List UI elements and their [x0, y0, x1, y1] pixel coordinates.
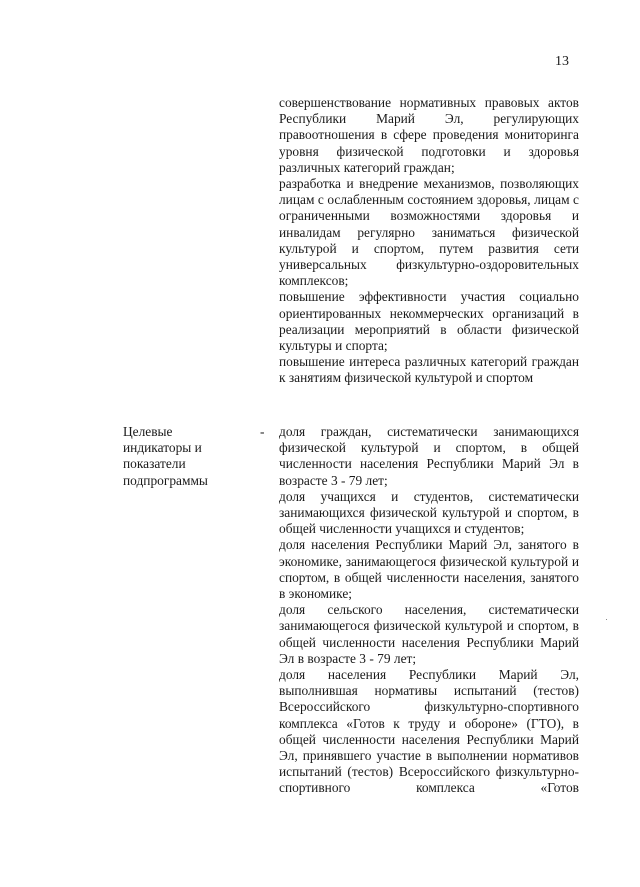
task-item: повышение эффективности участия социально ориентированных некоммерческих организаций в реализации мероприятий в области физической культуры и спорта; [279, 289, 579, 354]
tasks-list [279, 95, 579, 387]
indicator-item: доля населения Республики Марий Эл, занятого в экономике, занимающегося физической культурой и спортом, в общей численности населения, занятого в экономике; [279, 537, 579, 602]
indicator-item: доля населения Республики Марий Эл, выполнившая нормативы испытаний (тестов) Всероссийского физкультурно-спортивного комплекса «Готов к труду и обороне» (ГТО), в общей численности населения Республики Марий Эл, принявшего участие в выполнении нормативов испытаний (тестов) Всероссийского физкультурно-спортивного комплекса «Готов [279, 667, 579, 796]
label-line: Целевые [123, 424, 173, 439]
indicators-list [279, 424, 579, 797]
label-line: подпрограммы [123, 472, 208, 488]
label-line: показатели [123, 456, 186, 472]
scan-speck [606, 619, 607, 620]
indicator-item: доля граждан, систематически занимающихся физической культурой и спортом, в общей численности населения Республики Марий Эл в возрасте 3 - 79 лет; [279, 424, 579, 488]
indicators-label [123, 424, 243, 489]
indicator-item: доля сельского населения, систематически занимающегося физической культурой и спортом, в общей численности населения Республики Марий Эл в возрасте 3 - 79 лет; [279, 602, 579, 666]
separator-dash: - [260, 424, 265, 439]
task-item: совершенствование нормативных правовых актов Республики Марий Эл, регулирующих правоотношения в сфере проведения мониторинга уровня физической подготовки и здоровья различных категорий граждан; [279, 95, 579, 175]
page-number: 13 [555, 54, 569, 69]
task-item: разработка и внедрение механизмов, позволяющих лицам с ослабленным состоянием здоровья, лицам с ограниченными возможностями здоровья и инвалидам регулярно заниматься физической культурой и спортом, путем развития сети универсальных физкультурно-оздоровительных комплексов; [279, 176, 579, 289]
task-item: повышение интереса различных категорий граждан к занятиям физической культурой и спортом [279, 354, 579, 386]
label-line: индикаторы и [123, 440, 202, 456]
indicator-item: доля учащихся и студентов, систематически занимающихся физической культурой и спортом, в общей численности учащихся и студентов; [279, 488, 579, 537]
